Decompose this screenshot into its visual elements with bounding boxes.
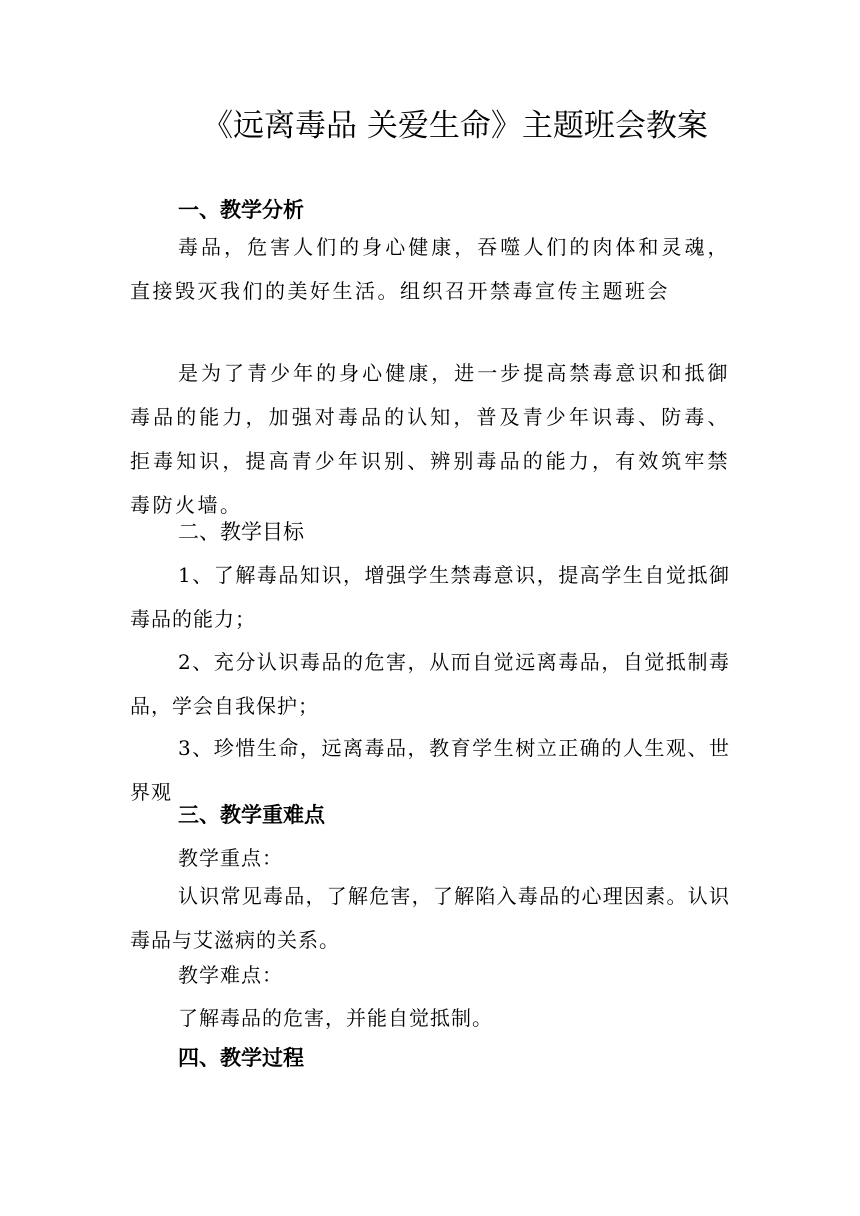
section-heading-goals: 二、教学目标 [178,520,304,544]
section-heading-process: 四、教学过程 [178,1046,304,1070]
goal-item-2: 2、充分认识毒品的危害，从而自觉远离毒品，自觉抵制毒品，学会自我保护； [130,650,730,718]
key-point-label: 教学重点： [178,846,283,870]
difficult-point-text: 了解毒品的危害，并能自觉抵制。 [178,1006,493,1030]
goal-item-1: 1、了解毒品知识，增强学生禁毒意识，提高学生自觉抵御毒品的能力； [130,563,730,631]
section-heading-key-points: 三、教学重难点 [178,803,325,827]
key-point-text: 认识常见毒品，了解危害，了解陷入毒品的心理因素。认识毒品与艾滋病的关系。 [130,884,730,952]
analysis-paragraph-1: 毒品，危害人们的身心健康，吞噬人们的肉体和灵魂，直接毁灭我们的美好生活。组织召开禁毒宣传主题班会 [130,235,730,303]
document-title: 《远离毒品 关爱生命》主题班会教案 [202,108,708,144]
goal-item-3: 3、珍惜生命，远离毒品，教育学生树立正确的人生观、世界观 [130,736,730,804]
section-heading-analysis: 一、教学分析 [178,198,304,222]
analysis-paragraph-2: 是为了青少年的身心健康，进一步提高禁毒意识和抵御毒品的能力，加强对毒品的认知，普及青少年识毒、防毒、拒毒知识，提高青少年识别、辨别毒品的能力，有效筑牢禁毒防火墙。 [130,361,730,517]
difficult-point-label: 教学难点： [178,963,283,987]
